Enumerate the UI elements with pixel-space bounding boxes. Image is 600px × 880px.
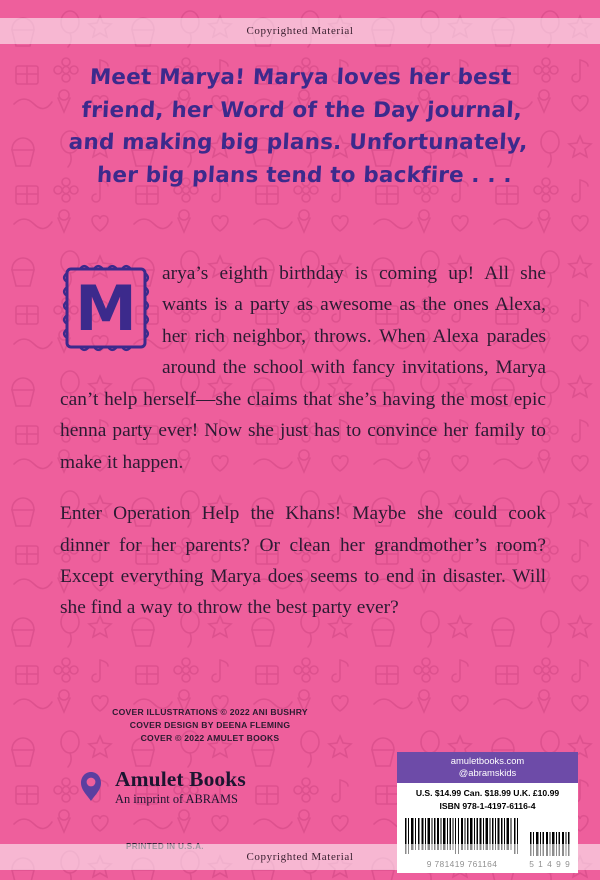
blurb-line-1: Meet Marya! Marya loves her best [89,65,513,90]
publisher-web-banner [397,752,578,783]
cover-credits [60,706,360,745]
copyright-strip-top: Copyrighted Material [0,18,600,44]
publisher-website: amuletbooks.com [450,755,525,766]
credit-line-design: COVER DESIGN BY DEENA FLEMING [129,720,291,731]
back-cover-description [60,258,546,624]
description-paragraph-2: Enter Operation Help the Khans! Maybe she could cook dinner for her parents? Or clean her grandmother’s room? Except everything Marya does seems to end in disaster. Will she find a way to throw the best party ever? [60,503,546,619]
publisher-text [115,768,246,806]
copyright-strip-bottom: Copyrighted Material [0,844,600,870]
cover-blurb [31,62,570,193]
blurb-line-2: friend, her Word of the Day journal, [80,97,523,123]
svg-text:M: M [75,272,137,345]
publisher-name: Amulet Books [115,767,246,791]
decorated-dropcap [60,262,152,354]
description-paragraph-1: arya’s eighth birthday is coming up! All she wants is a party as awesome as the ones Alexa, her rich neighbor, throws. When Alexa parades around the school with fancy invitations, Marya can’t help herself—she claims that she’s having the most epic henna party ever! Now she just has to convince her family to make it happen. [60,263,546,473]
publisher-imprint: An imprint of ABRAMS [115,791,238,806]
amulet-logo-icon [76,770,106,804]
publisher-social-handle: @abramskids [458,767,517,779]
credit-line-cover: COVER © 2022 AMULET BOOKS [140,733,280,744]
price-and-isbn [397,783,578,813]
isbn-number: ISBN 978-1-4197-6116-4 [439,800,536,811]
blurb-line-4: her big plans tend to backfire . . . [96,163,513,189]
credit-line-illustrations: COVER ILLUSTRATIONS © 2022 ANI BUSHRY [112,707,308,717]
publisher-lockup [76,768,246,806]
price-line: U.S. $14.99 Can. $18.99 U.K. £10.99 [415,788,560,799]
blurb-line-3: and making big plans. Unfortunately, [68,130,529,156]
